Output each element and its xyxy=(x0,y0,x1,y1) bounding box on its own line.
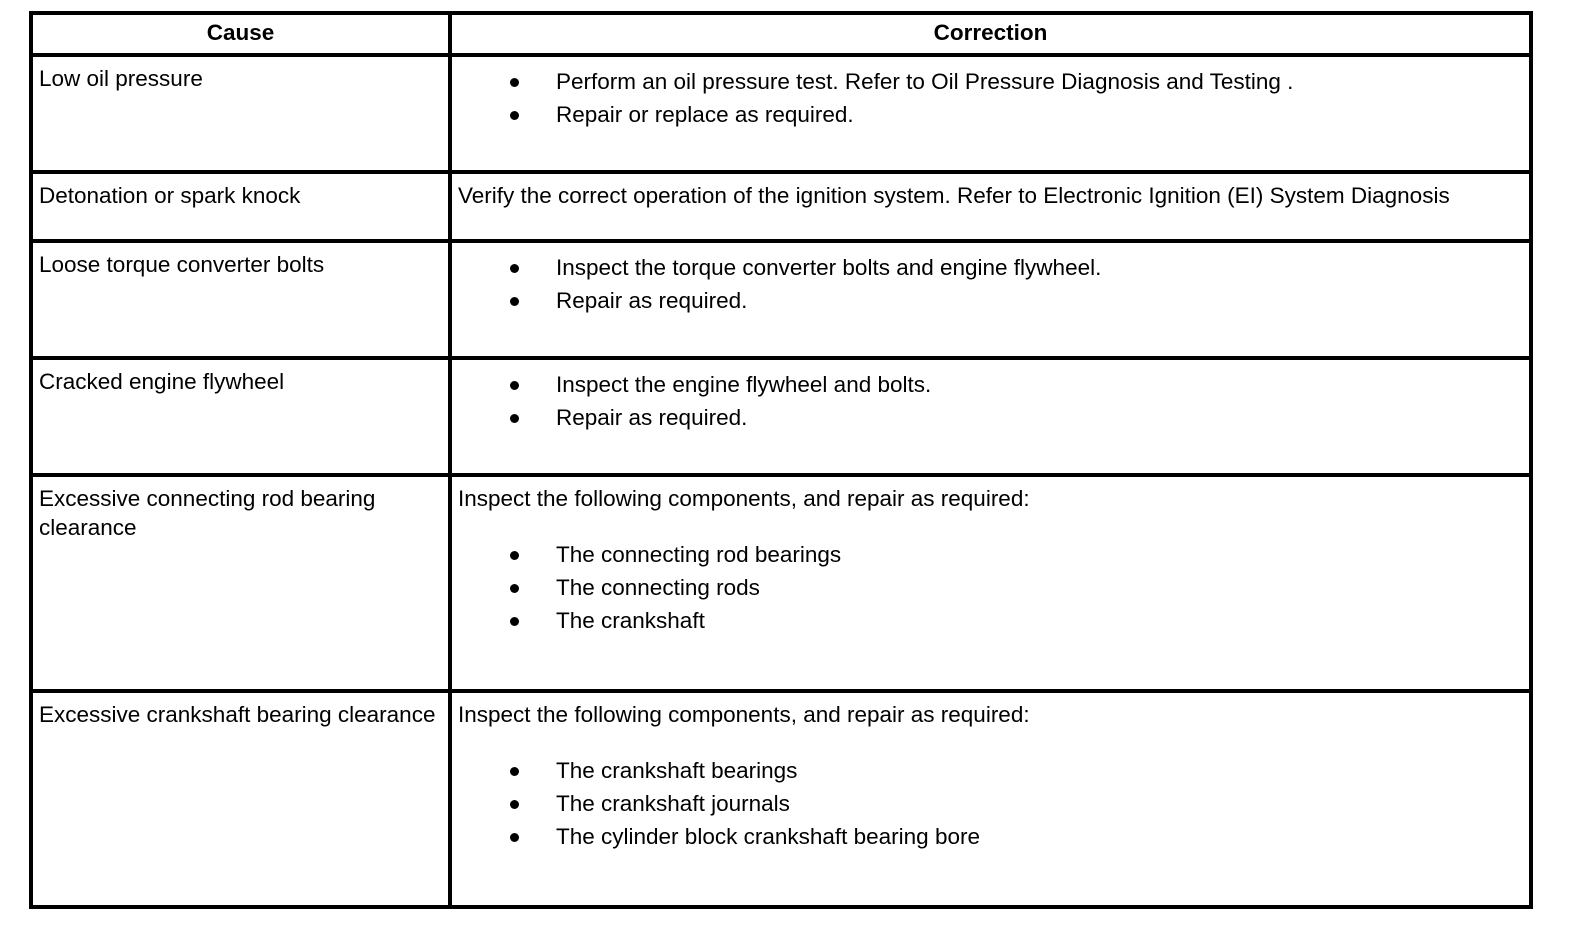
table-row xyxy=(31,691,1531,907)
bullet-list xyxy=(458,368,1523,434)
cause-cell: Detonation or spark knock xyxy=(31,172,450,241)
table-row xyxy=(31,55,1531,172)
list-item: Perform an oil pressure test. Refer to Oil Pressure Diagnosis and Testing . xyxy=(458,65,1523,98)
list-item: Repair or replace as required. xyxy=(458,98,1523,131)
list-item: Repair as required. xyxy=(458,284,1523,317)
table-row xyxy=(31,358,1531,475)
spacer xyxy=(458,729,1523,754)
correction-cell xyxy=(450,241,1531,358)
list-item: The cylinder block crankshaft bearing bore xyxy=(458,820,1523,853)
bullet-list xyxy=(458,754,1523,853)
cause-cell: Loose torque converter bolts xyxy=(31,241,450,358)
table-row xyxy=(31,475,1531,691)
list-item: The connecting rod bearings xyxy=(458,538,1523,571)
correction-cell xyxy=(450,691,1531,907)
list-item: Repair as required. xyxy=(458,401,1523,434)
header-correction: Correction xyxy=(450,13,1531,55)
correction-cell xyxy=(450,55,1531,172)
list-item: The crankshaft journals xyxy=(458,787,1523,820)
list-item: Inspect the torque converter bolts and engine flywheel. xyxy=(458,251,1523,284)
list-item: The crankshaft xyxy=(458,604,1523,637)
diagnosis-table xyxy=(29,11,1533,909)
cause-cell: Cracked engine flywheel xyxy=(31,358,450,475)
bullet-list xyxy=(458,65,1523,131)
bullet-list xyxy=(458,538,1523,637)
table-row xyxy=(31,172,1531,241)
header-cause: Cause xyxy=(31,13,450,55)
list-item: Inspect the engine flywheel and bolts. xyxy=(458,368,1523,401)
list-item: The connecting rods xyxy=(458,571,1523,604)
cause-cell: Excessive connecting rod bearing clearance xyxy=(31,475,450,691)
correction-cell xyxy=(450,475,1531,691)
bullet-list xyxy=(458,251,1523,317)
correction-cell: Verify the correct operation of the ignition system. Refer to Electronic Ignition (EI) System Diagnosis xyxy=(450,172,1531,241)
cause-cell: Excessive crankshaft bearing clearance xyxy=(31,691,450,907)
spacer xyxy=(458,513,1523,538)
correction-intro: Inspect the following components, and repair as required: xyxy=(458,486,1030,511)
list-item: The crankshaft bearings xyxy=(458,754,1523,787)
correction-cell xyxy=(450,358,1531,475)
table-row xyxy=(31,241,1531,358)
cause-cell: Low oil pressure xyxy=(31,55,450,172)
table-header-row xyxy=(31,13,1531,55)
correction-intro: Inspect the following components, and repair as required: xyxy=(458,702,1030,727)
